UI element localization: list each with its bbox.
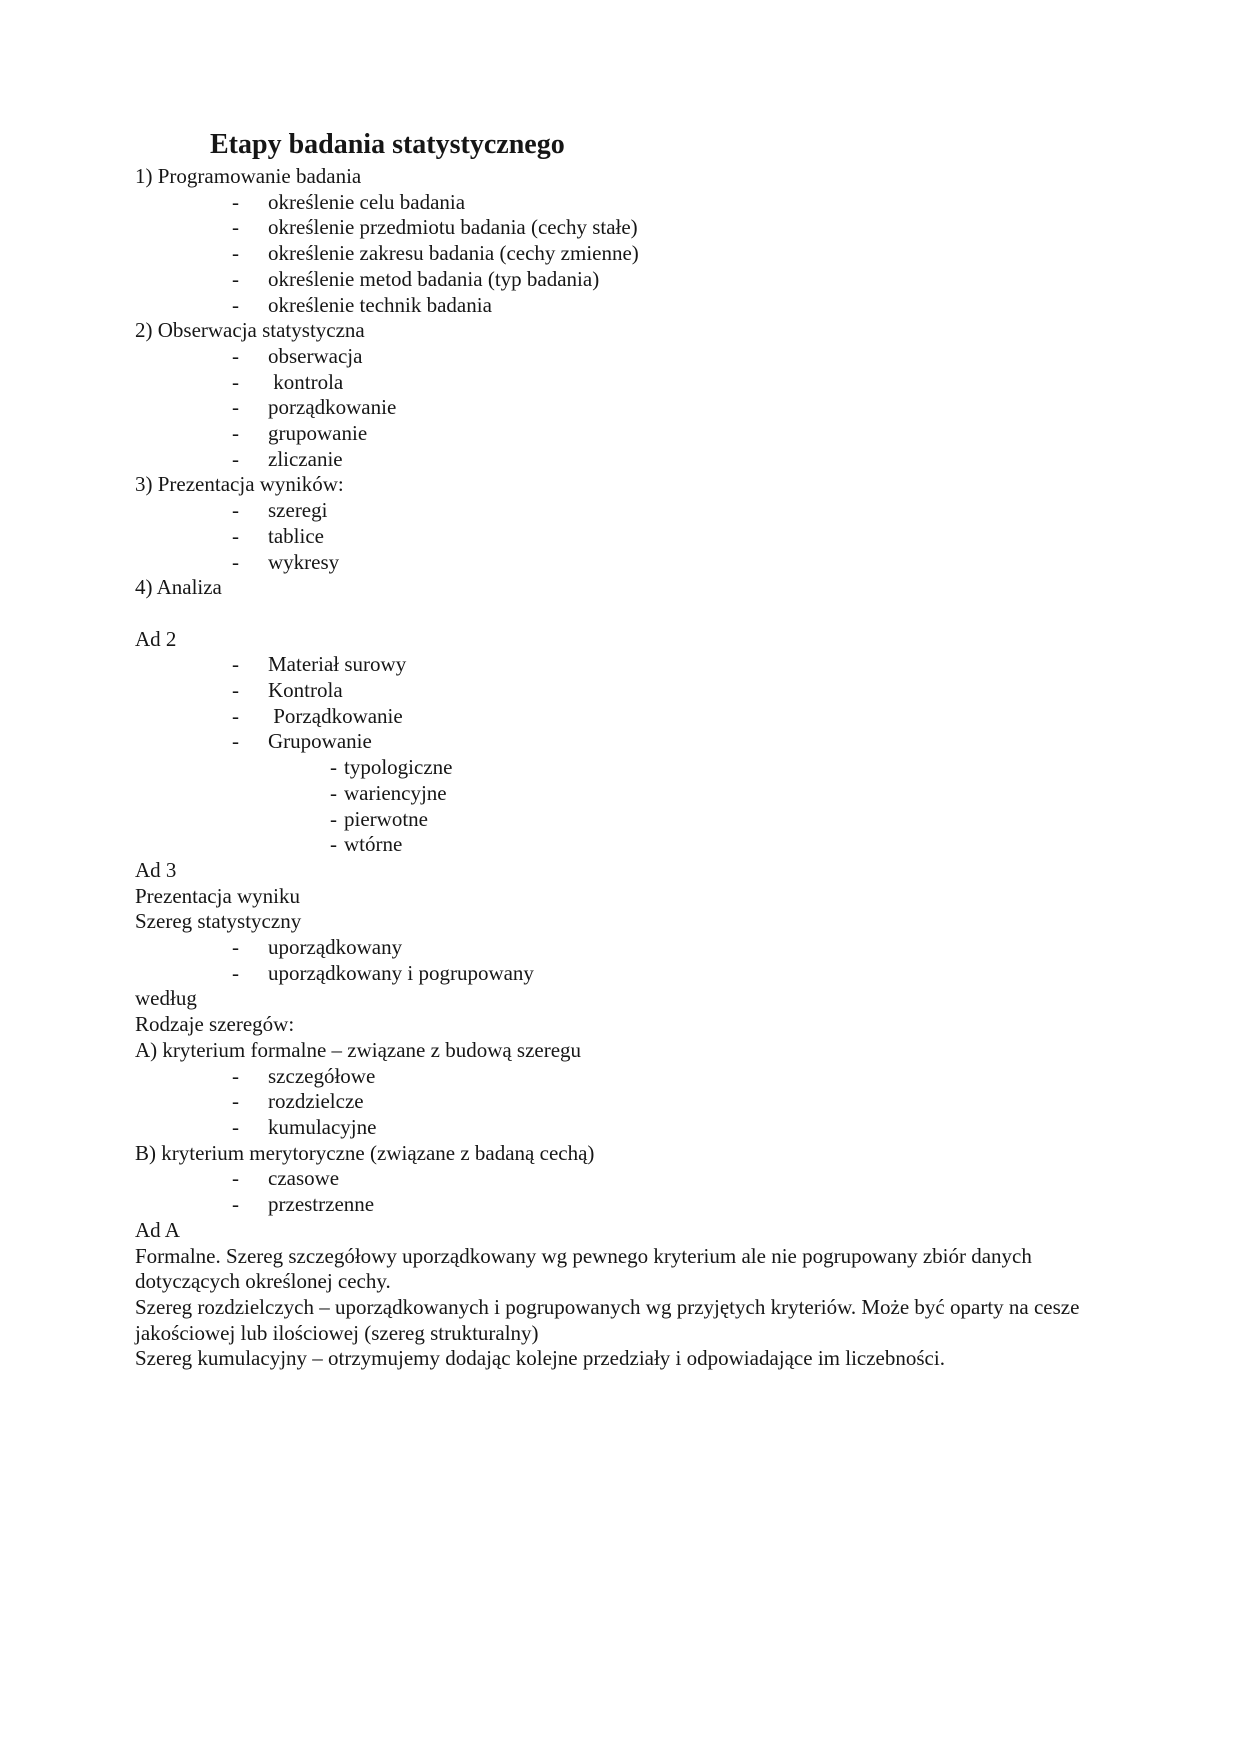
text-line: Ad 2 (135, 626, 177, 651)
dash-bullet: - (330, 832, 337, 857)
list-item (135, 550, 1093, 576)
list-item-text: szeregi (268, 498, 328, 523)
list-item (135, 447, 1093, 473)
list-item (135, 498, 1093, 524)
list-item-text: czasowe (268, 1166, 340, 1191)
list-item-text: Porządkowanie (268, 703, 403, 728)
dash-bullet: - (232, 369, 239, 394)
list-item (135, 524, 1093, 550)
list-item-text: Grupowanie (268, 729, 372, 754)
list-item-text: rozdzielcze (268, 1089, 364, 1114)
list-item (135, 678, 1093, 704)
list-item (135, 652, 1093, 678)
dash-bullet: - (232, 1089, 239, 1114)
list-item-text: grupowanie (268, 421, 368, 446)
text-line: Rodzaje szeregów: (135, 1012, 295, 1037)
list-item-text: pierwotne (344, 806, 428, 831)
list-item (135, 1089, 1093, 1115)
list-item (135, 1192, 1093, 1218)
dash-bullet: - (232, 421, 239, 446)
dash-bullet: - (330, 755, 337, 780)
list-item-text: tablice (268, 523, 324, 548)
list-item-text: zliczanie (268, 446, 343, 471)
list-item-text: określenie przedmiotu badania (cechy stałe) (268, 215, 638, 240)
list-item-text: określenie zakresu badania (cechy zmienne) (268, 241, 639, 266)
text-line: 2) Obserwacja statystyczna (135, 318, 365, 343)
dash-bullet: - (232, 241, 239, 266)
list-item (135, 421, 1093, 447)
list-item (135, 1166, 1093, 1192)
dash-bullet: - (232, 1166, 239, 1191)
sub-list-item (135, 832, 1093, 858)
list-item (135, 1064, 1093, 1090)
document-content (135, 128, 1093, 1372)
list-item-text: wariencyjne (344, 780, 447, 805)
list-item (135, 190, 1093, 216)
sub-list-item (135, 807, 1093, 833)
list-item-text: wykresy (268, 549, 340, 574)
paragraph: Szereg kumulacyjny – otrzymujemy dodając kolejne przedziały i odpowiadające im liczebności. (135, 1346, 945, 1371)
sub-list-item (135, 781, 1093, 807)
dash-bullet: - (232, 935, 239, 960)
text-line: Prezentacja wyniku (135, 883, 301, 908)
list-item-text: określenie metod badania (typ badania) (268, 266, 600, 291)
list-item (135, 935, 1093, 961)
dash-bullet: - (232, 1115, 239, 1139)
list-item (135, 293, 1093, 319)
list-item-text: wtórne (344, 832, 403, 857)
list-item-text: uporządkowany i pogrupowany (268, 960, 534, 985)
sub-list-item (135, 755, 1093, 781)
list-item-text: określenie celu badania (268, 189, 466, 214)
list-item (135, 1115, 1093, 1141)
dash-bullet: - (232, 343, 239, 368)
dash-bullet: - (232, 652, 239, 677)
dash-bullet: - (330, 780, 337, 805)
list-item (135, 344, 1093, 370)
text-line: B) kryterium merytoryczne (związane z badaną cechą) (135, 1140, 595, 1165)
list-item (135, 729, 1093, 755)
dash-bullet: - (232, 395, 239, 420)
list-item (135, 961, 1093, 987)
dash-bullet: - (232, 549, 239, 574)
list-item-text: Materiał surowy (268, 652, 407, 677)
list-item (135, 267, 1093, 293)
paragraph: Szereg rozdzielczych – uporządkowanych i pogrupowanych wg przyjętych kryteriów. Może być oparty na cesze jakościowej lub ilościowej (szereg strukturalny) (135, 1294, 1085, 1345)
dash-bullet: - (232, 678, 239, 703)
text-line: Szereg statystyczny (135, 909, 302, 934)
text-line: Ad A (135, 1217, 180, 1242)
list-item-text: przestrzenne (268, 1192, 375, 1217)
list-item-text: kumulacyjne (268, 1115, 377, 1139)
page-title: Etapy badania statystycznego (210, 129, 565, 160)
text-line: Ad 3 (135, 857, 177, 882)
list-item (135, 395, 1093, 421)
dash-bullet: - (232, 1192, 239, 1217)
dash-bullet: - (232, 446, 239, 471)
text-line: według (135, 986, 197, 1011)
dash-bullet: - (232, 1063, 239, 1088)
list-item-text: uporządkowany (268, 935, 403, 960)
dash-bullet: - (232, 729, 239, 754)
list-item (135, 704, 1093, 730)
paragraph: Formalne. Szereg szczegółowy uporządkowany wg pewnego kryterium ale nie pogrupowany zbiór danych dotyczących określonej cechy. (135, 1243, 1038, 1294)
dash-bullet: - (232, 215, 239, 240)
dash-bullet: - (232, 703, 239, 728)
list-item-text: Kontrola (268, 678, 343, 703)
list-item (135, 370, 1093, 396)
list-item-text: szczegółowe (268, 1063, 376, 1088)
text-line: 1) Programowanie badania (135, 164, 362, 188)
dash-bullet: - (232, 266, 239, 291)
text-line: 4) Analiza (135, 575, 222, 600)
blank-line (135, 601, 1093, 627)
list-item-text: kontrola (268, 369, 344, 394)
dash-bullet: - (232, 189, 239, 214)
list-item-text: obserwacja (268, 343, 363, 368)
text-line: A) kryterium formalne – związane z budową szeregu (135, 1037, 582, 1062)
list-item (135, 215, 1093, 241)
text-line: 3) Prezentacja wyników: (135, 472, 344, 497)
dash-bullet: - (232, 523, 239, 548)
dash-bullet: - (232, 960, 239, 985)
dash-bullet: - (232, 498, 239, 523)
list-item (135, 241, 1093, 267)
list-item-text: porządkowanie (268, 395, 397, 420)
list-item-text: określenie technik badania (268, 292, 492, 317)
list-item-text: typologiczne (344, 755, 453, 780)
dash-bullet: - (330, 806, 337, 831)
dash-bullet: - (232, 292, 239, 317)
